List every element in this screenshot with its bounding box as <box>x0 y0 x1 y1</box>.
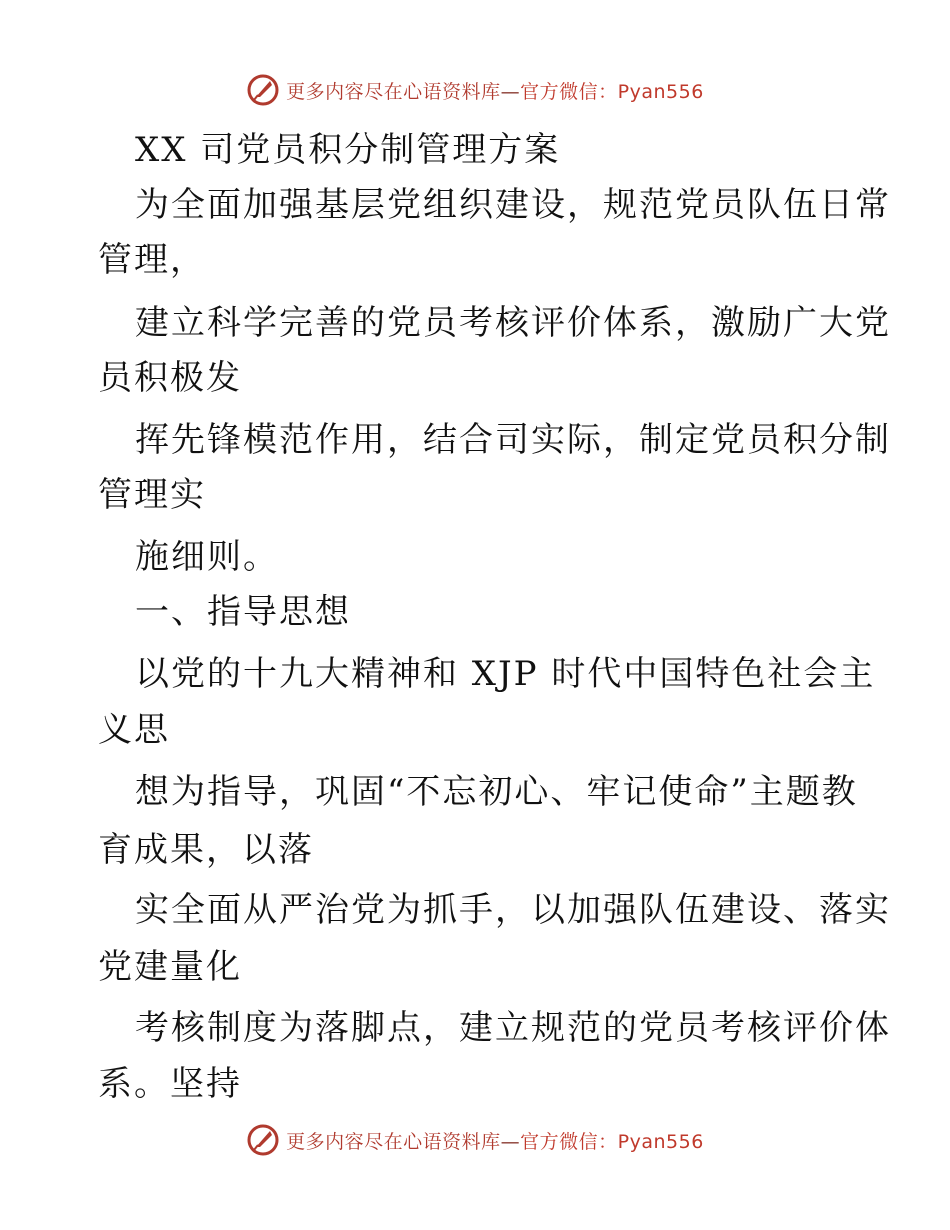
paragraph-line: 实全面从严治党为抓手，以加强队伍建设、落实 <box>135 890 891 930</box>
paragraph-line: 考核制度为落脚点，建立规范的党员考核评价体 <box>135 1008 891 1048</box>
document-title: XX 司党员积分制管理方案 <box>135 130 561 170</box>
paragraph-line: 建立科学完善的党员考核评价体系，激励广大党 <box>135 303 891 343</box>
watermark-separator: — <box>500 1130 521 1153</box>
paragraph-line: 育成果，以落 <box>98 830 314 870</box>
paragraph-line: 管理实 <box>98 475 206 515</box>
paragraph-line: 义思 <box>98 710 170 750</box>
paragraph-line: 员积极发 <box>98 358 242 398</box>
watermark-text <box>286 1127 704 1154</box>
watermark-account-text: 官方微信：Pyan556 <box>520 80 704 103</box>
paragraph-line: 系。坚持 <box>98 1064 242 1104</box>
footer-watermark-banner <box>0 1120 950 1160</box>
watermark-separator: — <box>500 80 521 103</box>
paragraph-line: 管理， <box>98 240 206 280</box>
feather-pen-logo-icon <box>246 73 280 107</box>
paragraph-line: 想为指导，巩固“不忘初心、牢记使命”主题教 <box>135 772 858 812</box>
feather-pen-logo-icon <box>246 1123 280 1157</box>
section-heading: 一、指导思想 <box>135 592 351 632</box>
paragraph-line: 以党的十九大精神和 XJP 时代中国特色社会主 <box>135 654 876 694</box>
watermark-text <box>286 77 704 104</box>
paragraph-line: 挥先锋模范作用，结合司实际，制定党员积分制 <box>135 420 891 460</box>
paragraph-line: 为全面加强基层党组织建设，规范党员队伍日常 <box>135 185 891 225</box>
paragraph-line: 施细则。 <box>135 537 279 577</box>
watermark-main-text: 更多内容尽在心语资料库 <box>286 80 501 103</box>
watermark-account-text: 官方微信：Pyan556 <box>520 1130 704 1153</box>
watermark-main-text: 更多内容尽在心语资料库 <box>286 1130 501 1153</box>
header-watermark-banner <box>0 70 950 110</box>
paragraph-line: 党建量化 <box>98 947 242 987</box>
